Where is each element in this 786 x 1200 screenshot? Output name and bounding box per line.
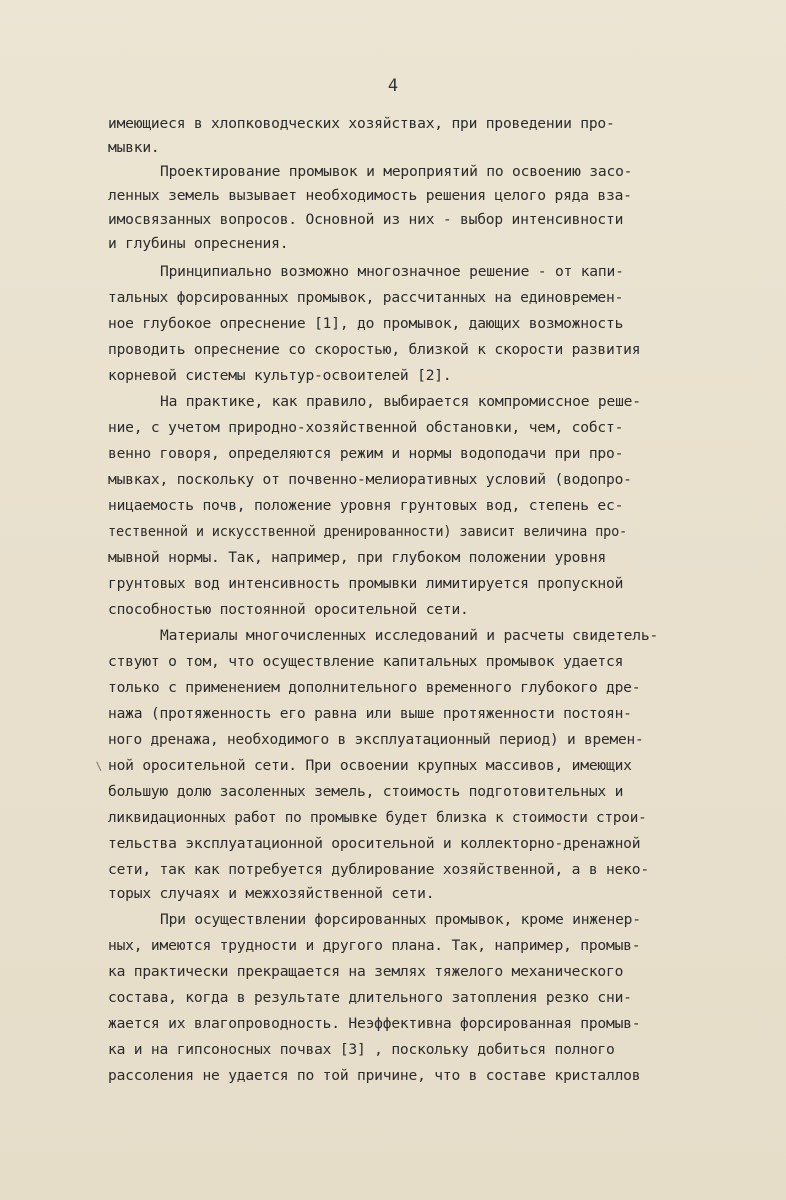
text-line: мывки. [108,139,160,156]
text-line: На практике, как правило, выбирается компромиссное реше- [160,393,641,410]
margin-mark [96,759,107,771]
text-line: ствуют о том, что осуществление капитальных промывок удается [108,653,624,670]
text-line: ницаемость почв, положение уровня грунтовых вод, степень ес- [108,497,624,514]
text-line: только с применением дополнительного временного глубокого дре- [108,679,641,696]
text-line: тельства эксплуатационной оросительной и коллекторно-дренажной [108,835,641,852]
text-line: нажа (протяженность его равна или выше протяженности постоян- [108,705,632,722]
text-line: ных, имеются трудности и другого плана. Так, например, промыв- [108,937,641,954]
text-line: сети, так как потребуется дублирование хозяйственной, а в неко- [108,861,649,878]
text-line: ного дренажа, необходимого в эксплуатационный период) и времен- [108,731,644,748]
text-line: венно говоря, определяются режим и нормы водоподачи при про- [108,445,624,462]
text-line: ликвидационных работ по промывке будет близка к стоимости строи- [108,809,647,826]
text-line: мывках, поскольку от почвенно-мелиоративных условий (водопро- [108,471,632,488]
text-line: ка практически прекращается на землях тяжелого механического [108,963,624,980]
text-line: корневой системы культур-освоителей [2]. [108,367,452,384]
text-line: способностью постоянной оросительной сети. [108,601,469,618]
text-line: Проектирование промывок и мероприятий по освоению засо- [160,163,633,180]
text-line: ленных земель вызывает необходимость решения целого ряда вза- [108,187,632,204]
text-line: жается их влагопроводность. Неэффективна форсированная промыв- [108,1015,641,1032]
text-line: проводить опреснение со скоростью, близкой к скорости развития [108,341,641,358]
text-line: Принципиально возможно многозначное решение - от капи- [160,263,624,280]
text-line: мывной нормы. Так, например, при глубоком положении уровня [108,549,606,566]
text-line: ка и на гипсоносных почвах [3] , поскольку добиться полного [108,1041,615,1058]
text-line: ное глубокое опреснение [1], до промывок, дающих возможность [108,315,624,332]
text-line: ной оросительной сети. При освоении крупных массивов, имеющих [108,757,632,774]
text-line: состава, когда в результате длительного затопления резко сни- [108,989,632,1006]
text-line: и глубины опреснения. [108,235,289,252]
text-line: грунтовых вод интенсивность промывки лимитируется пропускной [108,575,624,592]
text-line: торых случаях и межхозяйственной сети. [108,885,435,902]
text-line: Материалы многочисленных исследований и расчеты свидетель- [160,627,658,644]
text-line: тальных форсированных промывок, рассчитанных на единовремен- [108,289,624,306]
page-number: 4 [387,76,399,96]
text-line: большую долю засоленных земель, стоимость подготовительных и [108,783,624,800]
text-line: При осуществлении форсированных промывок, кроме инженер- [160,911,641,928]
text-line: рассоления не удается по той причине, что в составе кристаллов [108,1067,641,1084]
text-line: ние, с учетом природно-хозяйственной обстановки, чем, собст- [108,419,624,436]
text-line: тественной и искусственной дренированности) зависит величина про- [108,523,628,540]
text-line: имосвязанных вопросов. Основной из них - выбор интенсивности [108,211,624,228]
text-line: имеющиеся в хлопководческих хозяйствах, при проведении про- [108,115,615,132]
